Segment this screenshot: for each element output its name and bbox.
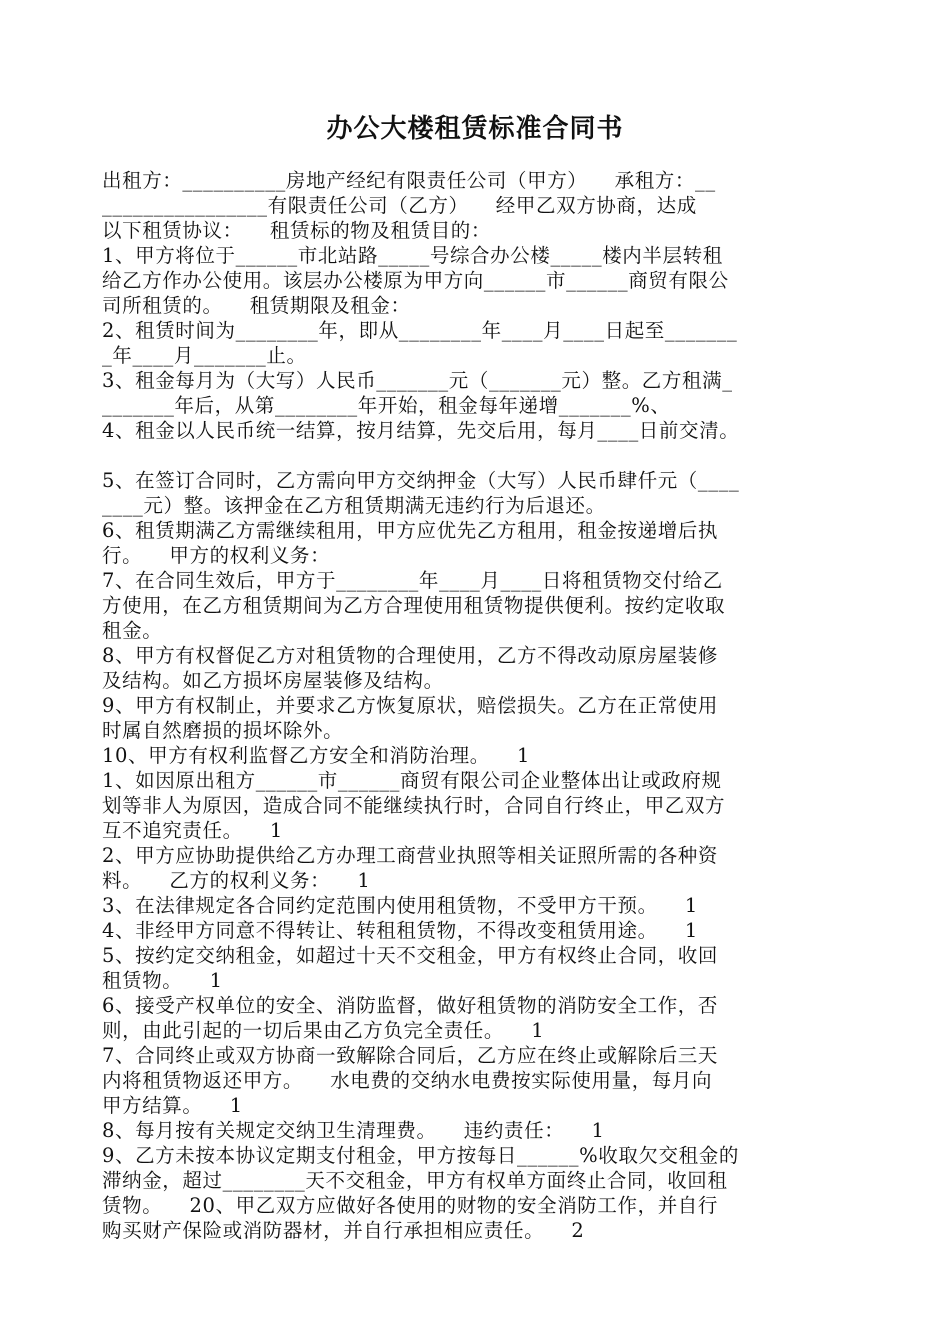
text-line: 以下租赁协议： 租赁标的物及租赁目的： bbox=[102, 219, 491, 242]
text-line: 4、租金以人民币统一结算，按月结算，先交后用，每月____日前交清。 bbox=[102, 419, 740, 442]
text-line: 出租方：__________房地产经纪有限责任公司（甲方） 承租方：__ bbox=[102, 169, 716, 192]
text-line: 5、按约定交纳租金，如超过十天不交租金，甲方有权终止合同，收回 bbox=[102, 944, 719, 967]
text-line: 2、租赁时间为________年，即从________年____月____日起至_______ bbox=[102, 319, 738, 342]
text-line: 5、在签订合同时，乙方需向甲方交纳押金（大写）人民币肆仟元（____ bbox=[102, 469, 740, 492]
text-line: 方使用，在乙方租赁期间为乙方合理使用租赁物提供便利。按约定收取 bbox=[102, 594, 726, 617]
text-line: 租赁物。 1 bbox=[102, 969, 223, 992]
text-line: _年____月_______止。 bbox=[102, 344, 307, 367]
text-line: 3、在法律规定各合同约定范围内使用租赁物，不受甲方干预。 1 bbox=[102, 894, 698, 917]
text-line: 4、非经甲方同意不得转让、转租租赁物，不得改变租赁用途。 1 bbox=[102, 919, 698, 942]
text-line: ____元）整。该押金在乙方租赁期满无违约行为后退还。 bbox=[102, 494, 606, 517]
text-line: 1、如因原出租方______市______商贸有限公司企业整体出让或政府规 bbox=[102, 769, 722, 792]
text-line: 8、甲方有权督促乙方对租赁物的合理使用，乙方不得改动原房屋装修 bbox=[102, 644, 719, 667]
text-line: 赁物。 20、甲乙双方应做好各使用的财物的安全消防工作，并自行 bbox=[102, 1194, 719, 1217]
text-line bbox=[102, 443, 854, 468]
text-line: 司所租赁的。 租赁期限及租金： bbox=[102, 294, 411, 317]
text-line: 7、在合同生效后，甲方于________年____月____日将租赁物交付给乙 bbox=[102, 569, 723, 592]
text-line: 给乙方作办公使用。该层办公楼原为甲方向______市______商贸有限公 bbox=[102, 269, 729, 292]
text-line: 3、租金每月为（大写）人民币_______元（_______元）整。乙方租满_ bbox=[102, 369, 733, 392]
text-line: 时属自然磨损的损坏除外。 bbox=[102, 719, 344, 742]
text-line: 8、每月按有关规定交纳卫生清理费。 违约责任： 1 bbox=[102, 1119, 605, 1142]
text-line: 2、甲方应协助提供给乙方办理工商营业执照等相关证照所需的各种资 bbox=[102, 844, 719, 867]
text-line: 互不追究责任。 1 bbox=[102, 819, 283, 842]
text-line: 滞纳金，超过________天不交租金，甲方有权单方面终止合同，收回租 bbox=[102, 1169, 728, 1192]
text-line: 1、甲方将位于______市北站路_____号综合办公楼_____楼内半层转租 bbox=[102, 244, 723, 267]
text-line: 行。 甲方的权利义务： bbox=[102, 544, 331, 567]
text-line: 及结构。如乙方损坏房屋装修及结构。 bbox=[102, 669, 444, 692]
document-title: 办公大楼租赁标准合同书 bbox=[326, 114, 624, 144]
text-line: 10、甲方有权利监督乙方安全和消防治理。 1 bbox=[102, 744, 531, 767]
text-line: 6、接受产权单位的安全、消防监督，做好租赁物的消防安全工作，否 bbox=[102, 994, 719, 1017]
text-line: 料。 乙方的权利义务： 1 bbox=[102, 869, 371, 892]
text-line: 则，由此引起的一切后果由乙方负完全责任。 1 bbox=[102, 1019, 545, 1042]
text-line: 6、租赁期满乙方需继续租用，甲方应优先乙方租用，租金按递增后执 bbox=[102, 519, 719, 542]
text-line: 内将租赁物返还甲方。 水电费的交纳水电费按实际使用量，每月向 bbox=[102, 1069, 713, 1092]
text-line: 购买财产保险或消防器材，并自行承担相应责任。 2 bbox=[102, 1219, 585, 1242]
text-line: 租金。 bbox=[102, 619, 163, 642]
text-line: 9、甲方有权制止，并要求乙方恢复原状，赔偿损失。乙方在正常使用 bbox=[102, 694, 719, 717]
text-line: _______年后，从第________年开始，租金每年递增_______%、 bbox=[102, 394, 671, 417]
document-body bbox=[102, 168, 854, 1243]
text-line: 甲方结算。 1 bbox=[102, 1094, 243, 1117]
text-line: 7、合同终止或双方协商一致解除合同后，乙方应在终止或解除后三天 bbox=[102, 1044, 719, 1067]
text-line: ________________有限责任公司（乙方） 经甲乙双方协商，达成 bbox=[102, 194, 697, 217]
text-line: 9、乙方未按本协议定期支付租金，甲方按每日______%收取欠交租金的 bbox=[102, 1144, 739, 1167]
text-line: 划等非人为原因，造成合同不能继续执行时，合同自行终止，甲乙双方 bbox=[102, 794, 726, 817]
